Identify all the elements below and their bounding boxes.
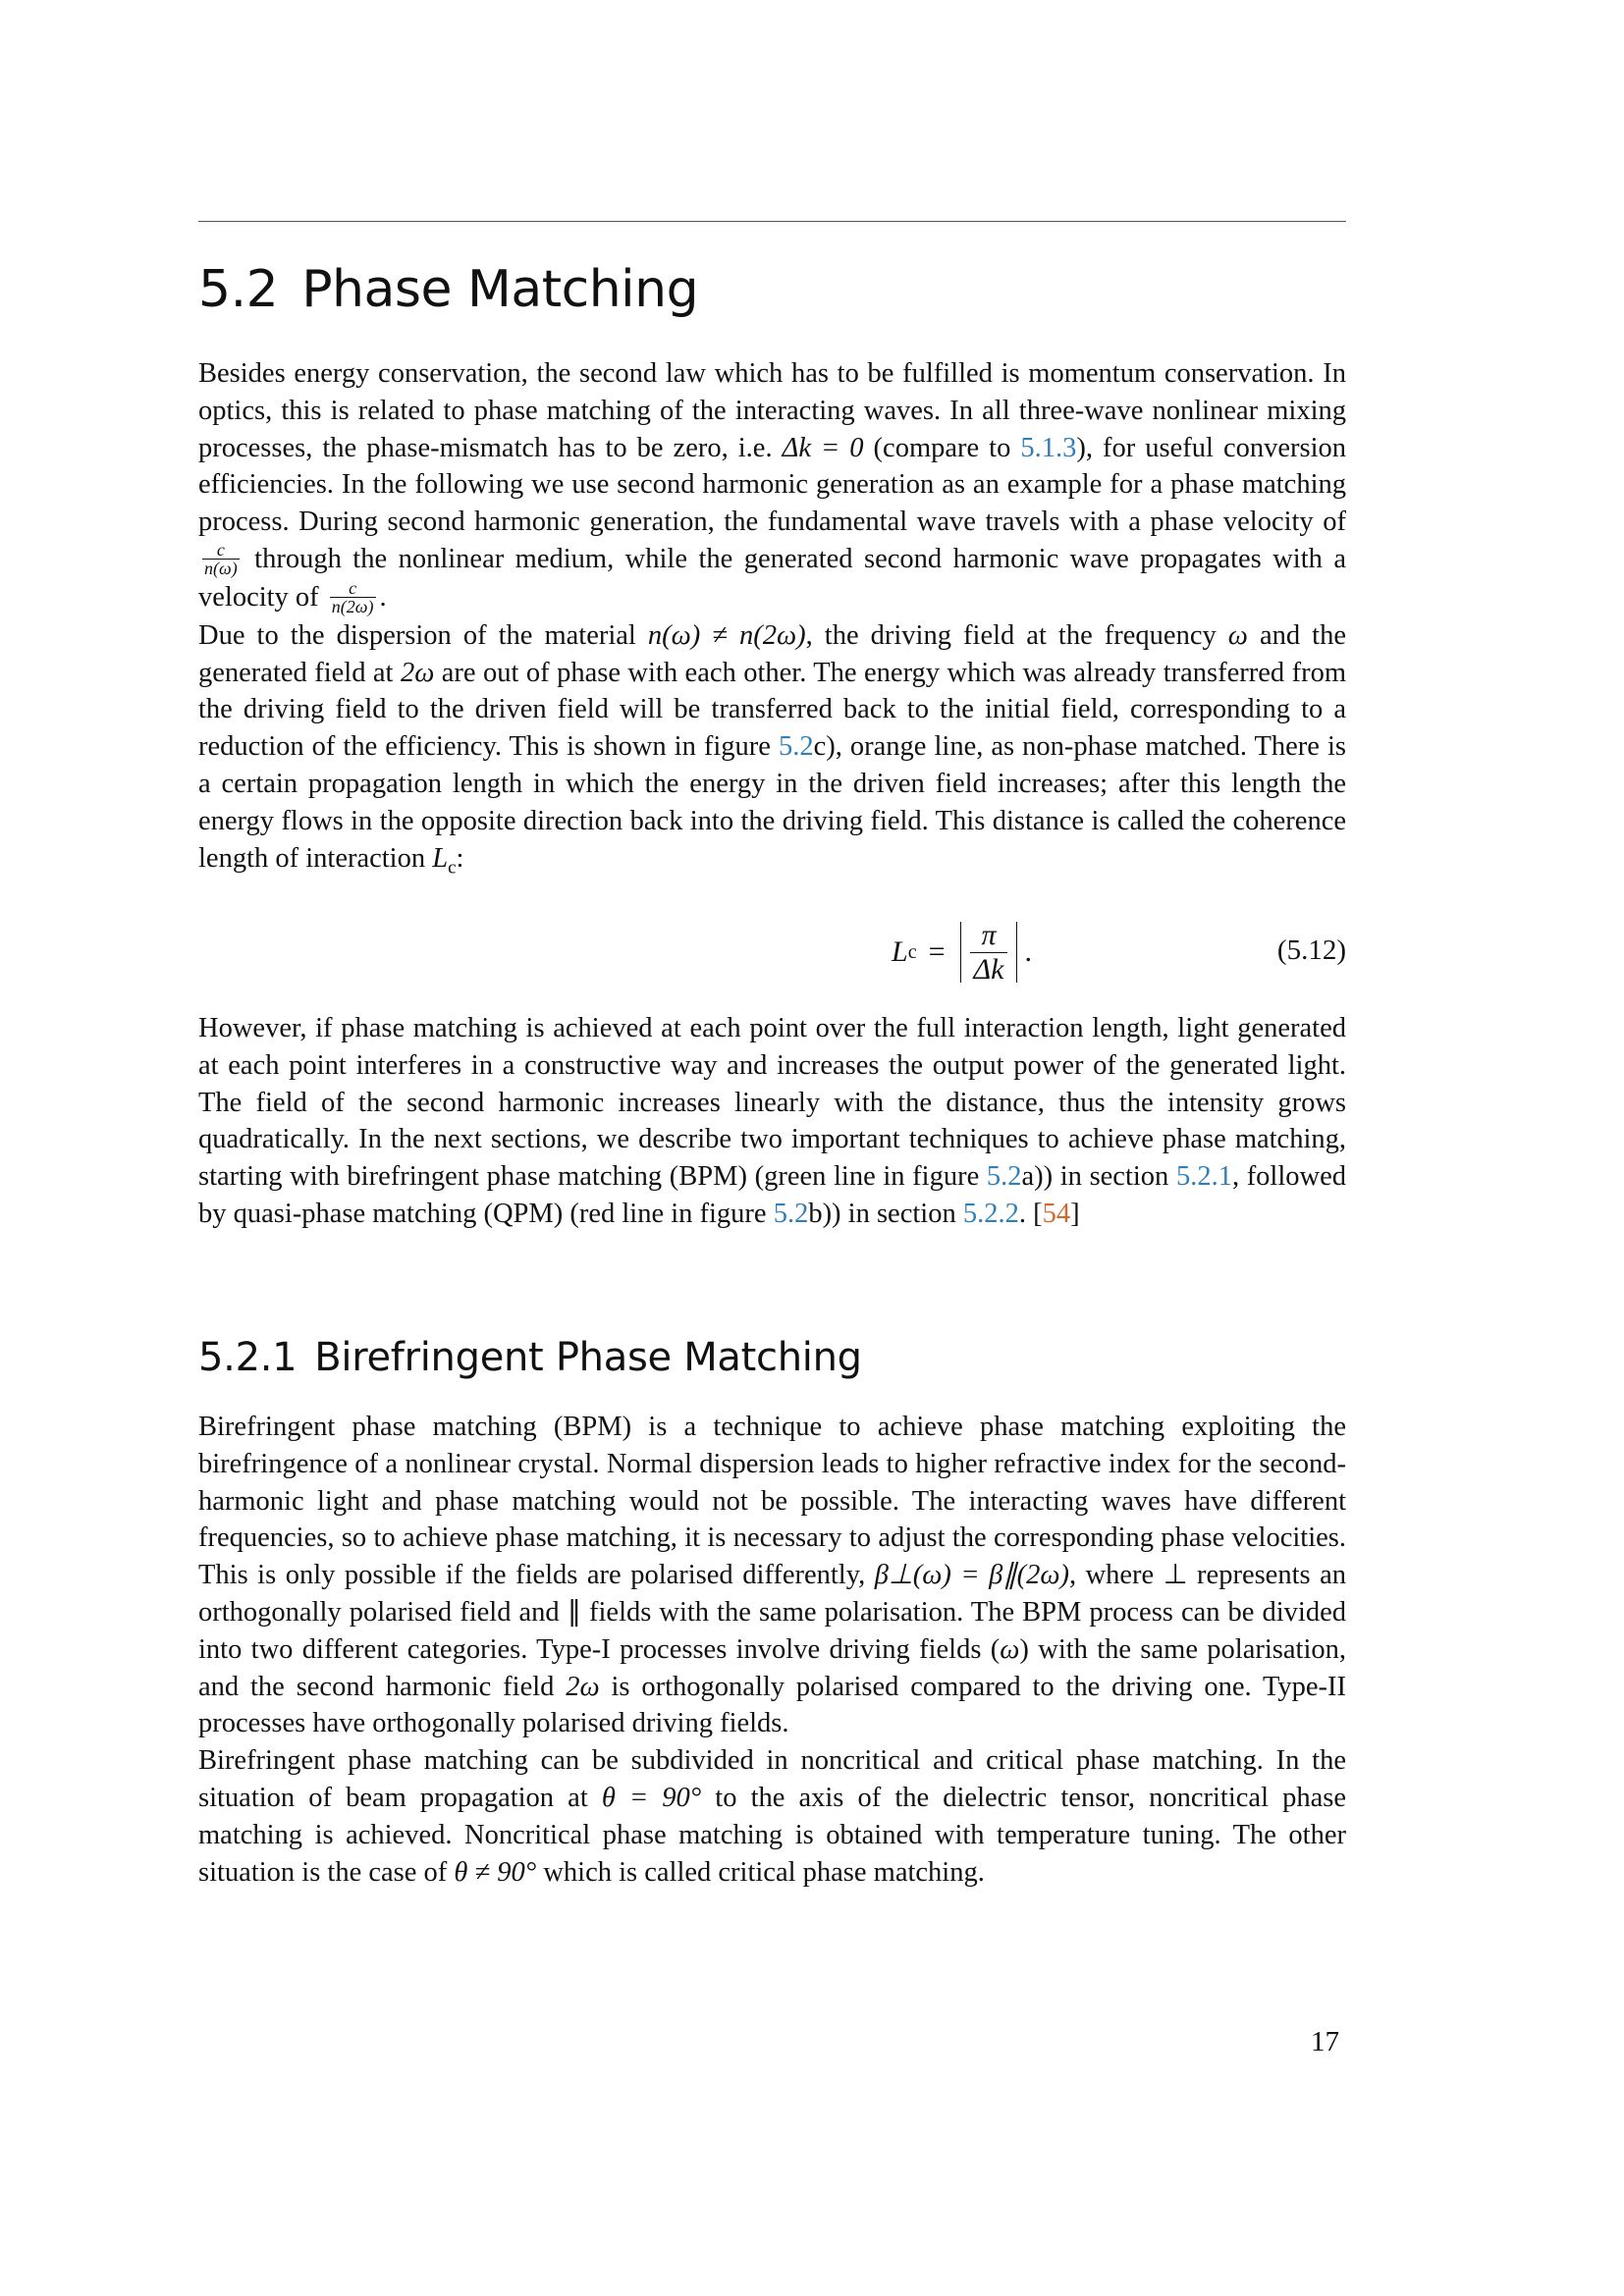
ref-link-section-5-2-1[interactable]: 5.2.1 <box>1175 1161 1232 1193</box>
ref-link-section-5-2-2[interactable]: 5.2.2 <box>962 1198 1019 1229</box>
bpm-paragraphs <box>198 1409 1346 1891</box>
header-rule <box>198 221 1346 222</box>
bpm-paragraph: Birefringent phase matching (BPM) is a technique to achieve phase matching exploiting the birefringence of a nonlinear crystal. Normal dispersion leads to higher refractive index for the second-harmonic light and phase matching would not be possible. The interacting waves have different frequencies, so to achieve phase matching, it is necessary to adjust the corresponding phase velocities. This is only possible if the fields are polarised differently, β⊥(ω) = β∥(2ω), where ⊥ represents an orthogonally polarised field and ∥ fields with the same polarisation. The BPM process can be divided into two different categories. Type-I processes involve driving fields (ω) with the same polarisation, and the second harmonic field 2ω is orthogonally polarised compared to the driving one. Type-II processes have orthogonally polarised driving fields. <box>198 1412 1347 1739</box>
section-heading <box>198 260 698 319</box>
dispersion-paragraph: Due to the dispersion of the material n(ω) ≠ n(2ω), the driving field at the frequency ω and the generated field at 2ω are out of phase with each other. The energy which was already transferred from the driving field to the driven field will be transferred back to the initial field, corresponding to a reduction of the efficiency. This is shown in figure 5.2c), orange line, as non-phase matched. There is a certain propagation length in which the energy in the driven field increases; after this length the energy flows in the opposite direction back into the driving field. This distance is called the coherence length of interaction $L_c$: <box>198 619 1346 879</box>
ref-link-figure-5-2b[interactable]: 5.2 <box>773 1198 809 1229</box>
subsection-heading <box>198 1335 862 1380</box>
intro-and-dispersion-paragraphs <box>198 355 1346 886</box>
subsection-number: 5.2.1 <box>198 1335 298 1380</box>
math-theta-not-90: θ ≠ 90° <box>454 1856 537 1888</box>
section-title: Phase Matching <box>301 260 699 319</box>
page-number: 17 <box>1311 2026 1339 2057</box>
critical-paragraph: Birefringent phase matching can be subdivided in noncritical and critical phase matching. In the situation of beam propagation at θ = 90° to the axis of the dielectric tensor, noncritical phase matching is achieved. Noncritical phase matching is obtained with temperature tuning. The other situation is the case of θ ≠ 90° which is called critical phase matching. <box>198 1745 1346 1888</box>
intro-paragraph: Besides energy conservation, the second law which has to be fulfilled is momentum conservation. In optics, this is related to phase matching of the interacting waves. In all three-wave nonlinear mixing processes, the phase-mismatch has to be zero, i.e. Δk = 0 (compare to 5.1.3), for useful conversion efficiencies. In the following we use second harmonic generation as an example for a phase matching process. During second harmonic generation, the fundamental wave travels with a phase velocity of $\frac{c}{n(\omega)}$ through the nonlinear medium, while the generated second harmonic wave propagates with a velocity of $\frac{c}{n(2\omega)}$ . <box>198 358 1346 616</box>
equation-number: (5.12) <box>1276 934 1346 966</box>
matching-paragraph: However, if phase matching is achieved at each point over the full interaction length, light generated at each point interferes in a constructive way and increases the output power of the generated light. The field of the second harmonic increases linearly with the distance, thus the intensity grows quadratically. In the next sections, we describe two important techniques to achieve phase matching, starting with birefringent phase matching (BPM) (green line in figure 5.2a)) in section 5.2.1, followed by quasi-phase matching (QPM) (red line in figure 5.2b)) in section 5.2.2. [54] <box>198 1013 1347 1229</box>
equation-5-12 <box>198 913 1346 991</box>
abs-bar-right <box>1016 922 1017 983</box>
fraction-phase-velocity-second-harmonic: $\frac{c}{n(2\omega)}$ <box>331 577 374 616</box>
equation-body: L c = $\frac{\pi}{\Delta k}$ . <box>892 918 1032 986</box>
math-beta-condition: β⊥(ω) = β∥(2ω) <box>874 1560 1069 1591</box>
math-dispersion: n(ω) ≠ n(2ω) <box>647 619 806 651</box>
citation-link[interactable]: 54 <box>1042 1198 1071 1229</box>
ref-link-figure-5-2[interactable]: 5.2 <box>778 731 814 763</box>
section-number: 5.2 <box>198 260 279 319</box>
fraction-phase-velocity-fundamental: $\frac{c}{n(\omega)}$ <box>204 539 238 578</box>
abs-bar-left <box>960 922 961 983</box>
equation-fraction: $\frac{\pi}{\Delta k}$ <box>970 919 1008 987</box>
ref-link-5-1-3[interactable]: 5.1.3 <box>1020 432 1077 463</box>
subsection-title: Birefringent Phase Matching <box>314 1335 862 1380</box>
math-delta-k-zero: Δk = 0 <box>782 432 864 463</box>
ref-link-figure-5-2a[interactable]: 5.2 <box>986 1161 1022 1193</box>
math-theta-90: θ = 90° <box>601 1782 702 1813</box>
